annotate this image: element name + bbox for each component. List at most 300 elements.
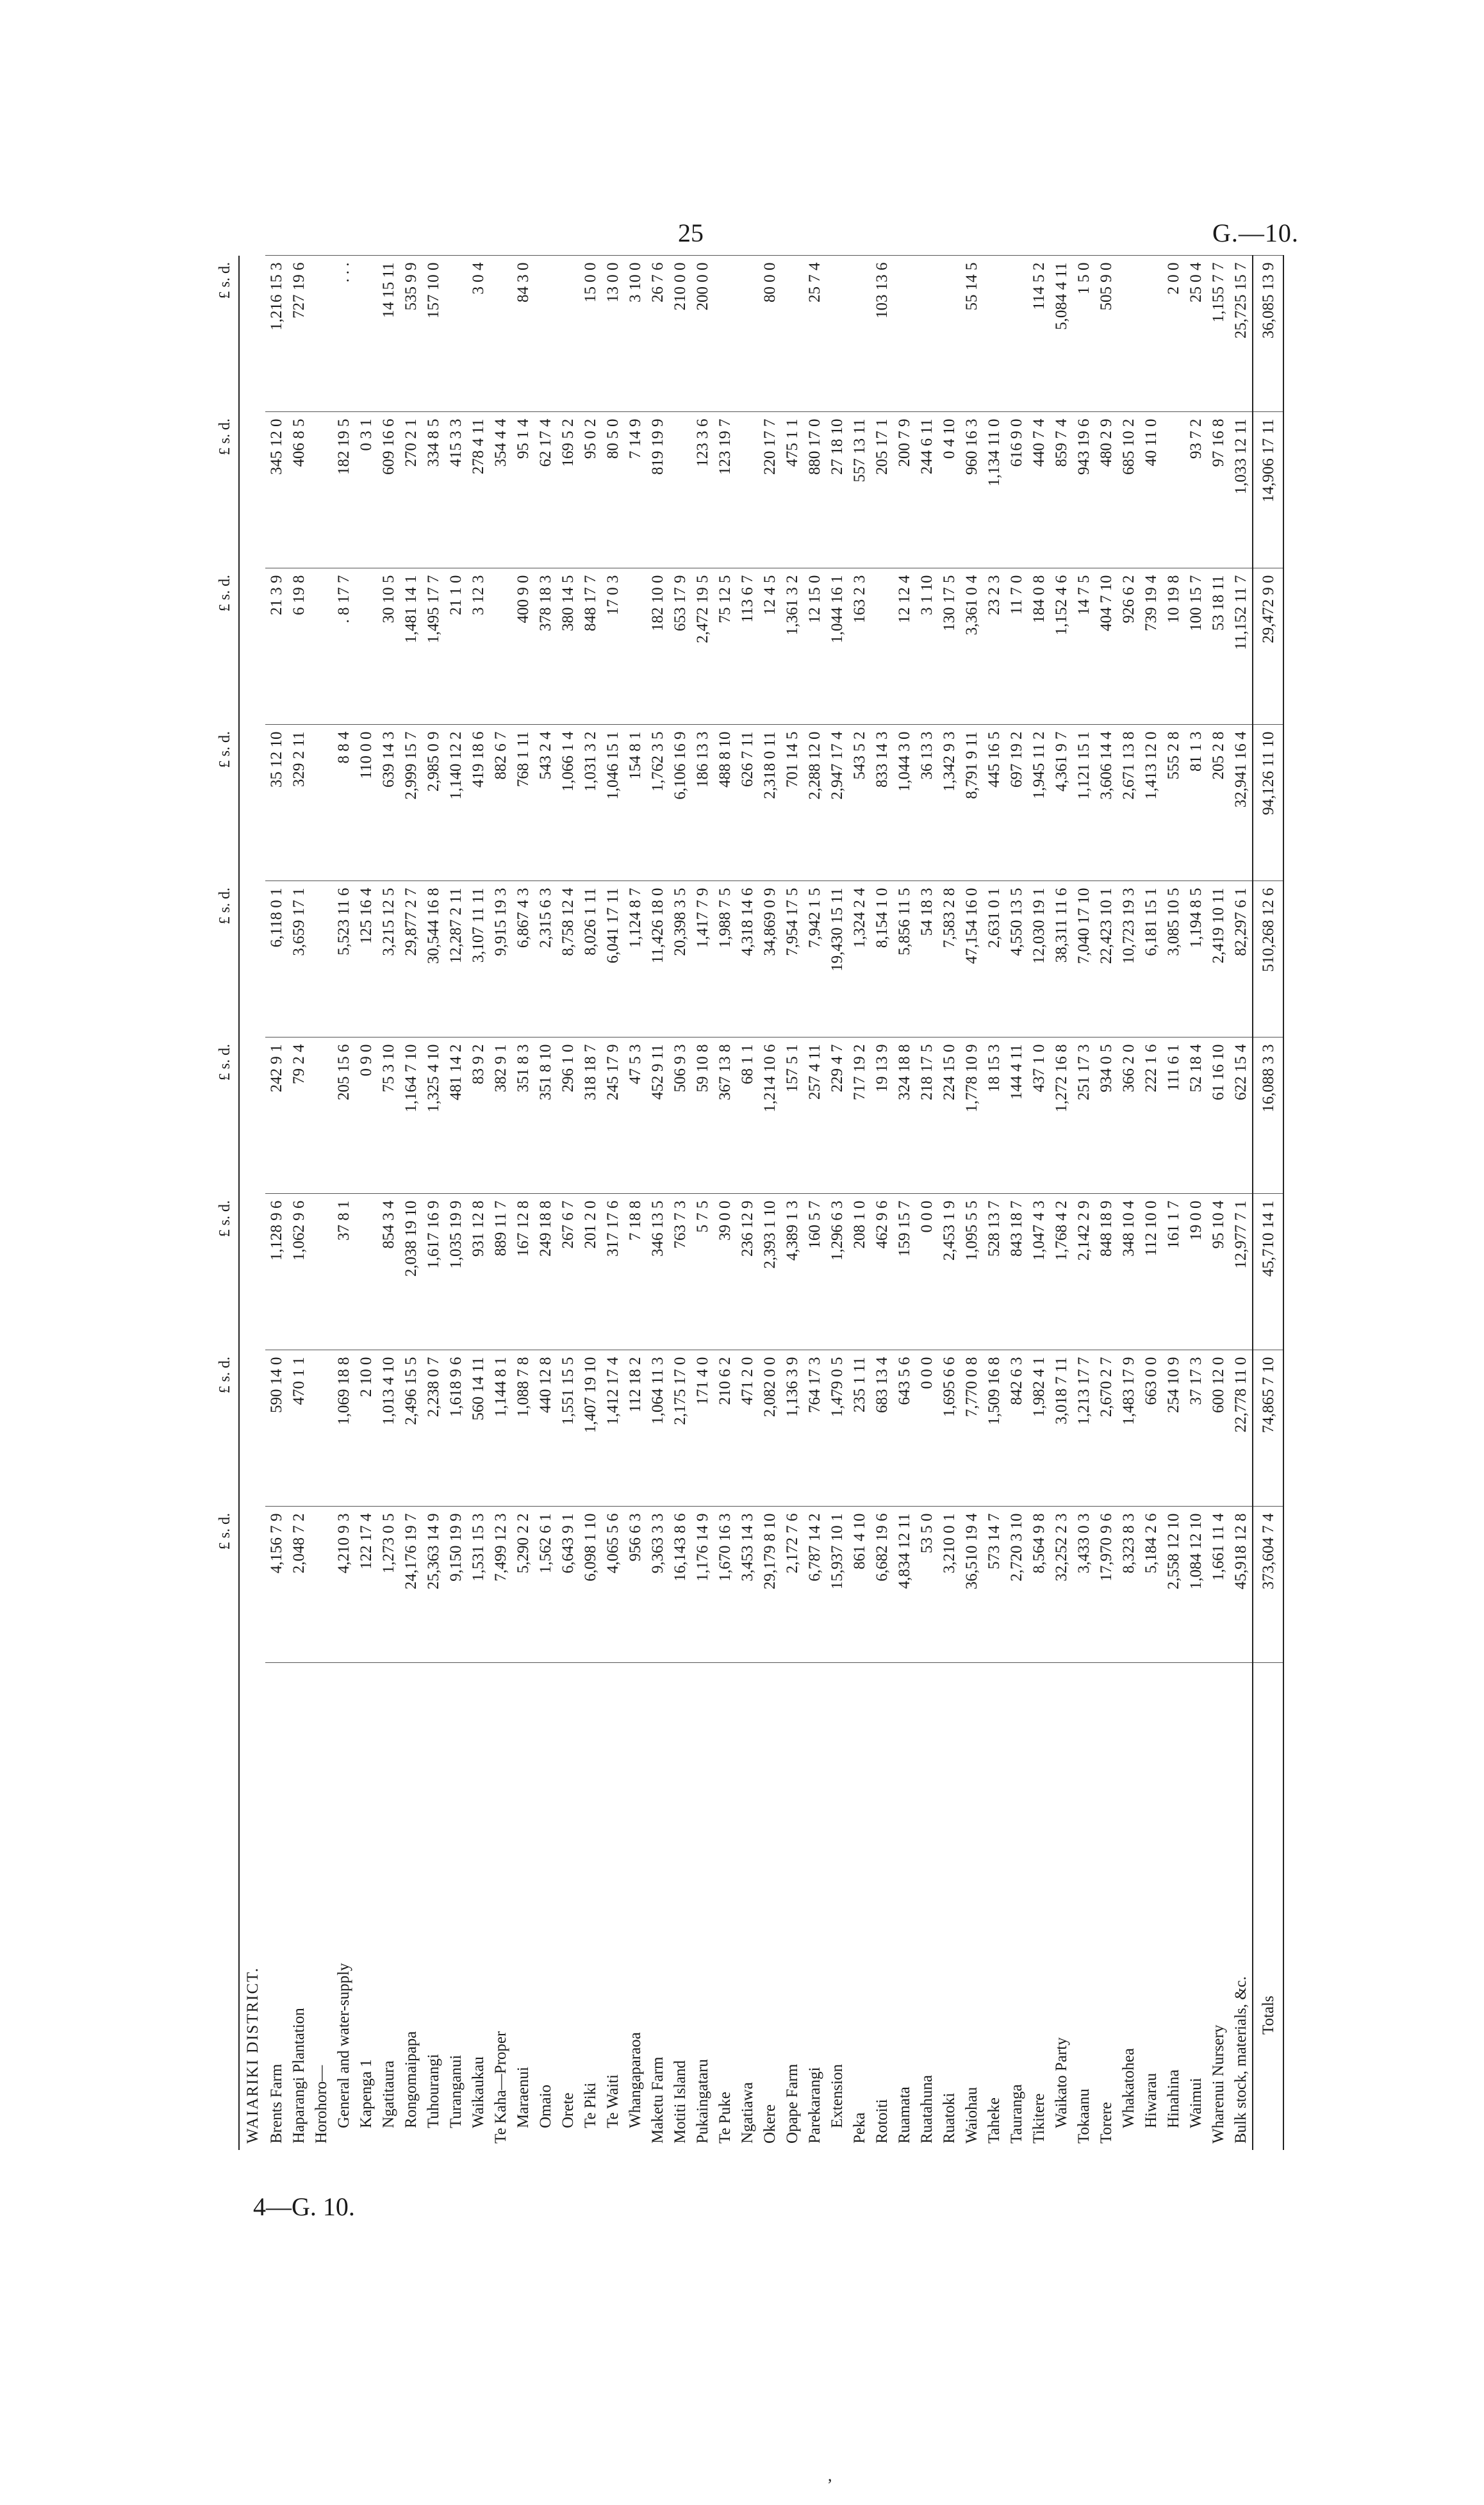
ledger-body — [239, 256, 1253, 2150]
table-row — [647, 256, 669, 2150]
amount-cell: 573 14 7 — [983, 1507, 1005, 1663]
district-heading: WAIARIKI DISTRICT. — [243, 1967, 261, 2144]
row-label: Tikitere — [1030, 2093, 1048, 2144]
amount-cell: 6 19 8 — [288, 568, 310, 725]
row-label: Rotoiti — [873, 2099, 891, 2144]
amount-cell: 53 5 0 — [916, 1507, 938, 1663]
totals-row — [1253, 256, 1283, 2150]
amount-cell: 61 16 10 — [1207, 1038, 1230, 1194]
amount-cell: 653 17 9 — [669, 568, 691, 725]
row-label: Hiwarau — [1142, 2072, 1160, 2128]
amount-cell: 157 5 1 — [781, 1038, 804, 1194]
amount-cell: 81 1 3 — [1185, 725, 1207, 881]
amount-cell: 1,128 9 6 — [265, 1194, 288, 1350]
amount-cell: 12,977 7 1 — [1230, 1194, 1253, 1350]
amount-cell: 2,671 13 8 — [1117, 725, 1140, 881]
amount-cell: 1,046 15 1 — [602, 725, 624, 881]
amount-cell: 833 14 3 — [871, 725, 893, 881]
amount-cell: 6,181 15 1 — [1140, 881, 1162, 1038]
amount-cell: 80 5 0 — [602, 412, 624, 568]
amount-cell: 1,479 0 5 — [826, 1350, 848, 1507]
row-label: Torere — [1098, 2102, 1115, 2144]
amount-cell: 4,389 1 3 — [781, 1194, 804, 1350]
amount-cell: 590 14 0 — [265, 1350, 288, 1507]
amount-cell: 23 2 3 — [983, 568, 1005, 725]
amount-cell — [534, 256, 557, 412]
amount-cell: 267 6 7 — [557, 1194, 579, 1350]
amount-cell: 528 13 7 — [983, 1194, 1005, 1350]
amount-cell: 95 10 4 — [1207, 1194, 1230, 1350]
row-label: Okere — [761, 2104, 779, 2144]
amount-cell — [669, 412, 691, 568]
amount-cell: 7,954 17 5 — [781, 881, 804, 1038]
amount-cell: 445 16 5 — [983, 725, 1005, 881]
amount-cell: 37 17 3 — [1185, 1350, 1207, 1507]
amount-cell: 1,562 6 1 — [534, 1507, 557, 1663]
amount-cell: 254 10 9 — [1162, 1350, 1185, 1507]
amount-cell: 2,985 0 9 — [422, 725, 445, 881]
page-number: 25 — [678, 219, 704, 247]
table-row — [1073, 256, 1095, 2150]
amount-cell: 609 16 6 — [377, 412, 400, 568]
amount-cell: 123 3 6 — [691, 412, 714, 568]
amount-cell: 200 0 0 — [691, 256, 714, 412]
amount-cell: 8,758 12 4 — [557, 881, 579, 1038]
amount-cell: 171 4 0 — [691, 1350, 714, 1507]
amount-cell: 764 17 3 — [804, 1350, 826, 1507]
amount-cell: 2,038 19 10 — [400, 1194, 422, 1350]
units-cell: £ s. d. — [211, 1038, 239, 1194]
amount-cell: 452 9 11 — [647, 1038, 669, 1194]
amount-cell: 351 8 10 — [534, 1038, 557, 1194]
amount-cell: 3,085 10 5 — [1162, 881, 1185, 1038]
amount-cell: 75 12 5 — [714, 568, 736, 725]
amount-cell — [310, 1507, 333, 1663]
amount-cell: 4,156 7 9 — [265, 1507, 288, 1663]
amount-cell: 21 1 0 — [445, 568, 467, 725]
amount-cell: 2,631 0 1 — [983, 881, 1005, 1038]
row-label: Brents Farm — [268, 2063, 285, 2144]
amount-cell: 717 19 2 — [848, 1038, 871, 1194]
amount-cell: 2,670 2 7 — [1095, 1350, 1117, 1507]
amount-cell: 334 8 5 — [422, 412, 445, 568]
row-label: Horohoro— — [313, 2065, 330, 2144]
amount-cell: 8,154 1 0 — [871, 881, 893, 1038]
amount-cell: 12,287 2 11 — [445, 881, 467, 1038]
table-row — [490, 256, 512, 2150]
amount-cell: 244 6 11 — [916, 412, 938, 568]
amount-cell: 2,720 3 10 — [1005, 1507, 1028, 1663]
amount-cell: 1,361 3 2 — [781, 568, 804, 725]
row-label: Wharenui Nursery — [1210, 2024, 1227, 2144]
amount-cell: 7,583 2 8 — [938, 881, 960, 1038]
amount-cell: 683 13 4 — [871, 1350, 893, 1507]
amount-cell: 62 17 4 — [534, 412, 557, 568]
amount-cell: 37 8 1 — [333, 1194, 355, 1350]
units-row — [211, 256, 239, 2150]
amount-cell: 30,544 16 8 — [422, 881, 445, 1038]
units-cell: £ s. d. — [211, 1194, 239, 1350]
amount-cell: 1,176 14 9 — [691, 1507, 714, 1663]
amount-cell: 768 1 11 — [512, 725, 534, 881]
row-label: Haparangi Plantation — [290, 2008, 308, 2144]
amount-cell: 6,867 4 3 — [512, 881, 534, 1038]
amount-cell — [310, 412, 333, 568]
amount-cell: . 8 17 7 — [333, 568, 355, 725]
row-label: Bulk stock, materials, &c. — [1232, 1976, 1249, 2144]
amount-cell: 154 8 1 — [624, 725, 647, 881]
table-row — [916, 256, 938, 2150]
amount-cell — [893, 256, 916, 412]
row-label: Tauranga — [1008, 2084, 1025, 2144]
amount-cell: 1,531 15 3 — [467, 1507, 490, 1663]
amount-cell — [557, 256, 579, 412]
amount-cell: 84 3 0 — [512, 256, 534, 412]
ledger-table-rotated — [211, 262, 1277, 2150]
amount-cell: 208 1 0 — [848, 1194, 871, 1350]
amount-cell: 11 7 0 — [1005, 568, 1028, 725]
amount-cell: 639 14 3 — [377, 725, 400, 881]
amount-cell — [1005, 256, 1028, 412]
amount-cell: 169 5 2 — [557, 412, 579, 568]
amount-cell: 111 6 1 — [1162, 1038, 1185, 1194]
amount-cell: 14 7 5 — [1073, 568, 1095, 725]
amount-cell: 367 13 8 — [714, 1038, 736, 1194]
amount-cell: 317 17 6 — [602, 1194, 624, 1350]
amount-cell: 1,768 4 2 — [1050, 1194, 1073, 1350]
amount-cell — [310, 256, 333, 412]
row-label: Pukaingataru — [694, 2059, 711, 2144]
amount-cell: 622 15 4 — [1230, 1038, 1253, 1194]
table-row — [893, 256, 916, 2150]
amount-cell: 3,433 0 3 — [1073, 1507, 1095, 1663]
amount-cell: 25,363 14 9 — [422, 1507, 445, 1663]
table-row — [333, 256, 355, 2150]
amount-cell: 26 7 6 — [647, 256, 669, 412]
district-heading-row — [239, 256, 265, 2150]
amount-cell: 663 0 0 — [1140, 1350, 1162, 1507]
row-label: Motiti Island — [672, 2060, 689, 2144]
amount-cell: 1,033 12 11 — [1230, 412, 1253, 568]
amount-cell: 157 10 0 — [422, 256, 445, 412]
amount-cell: 7 18 8 — [624, 1194, 647, 1350]
table-row — [445, 256, 467, 2150]
amount-cell: 880 17 0 — [804, 412, 826, 568]
amount-cell: 7,499 12 3 — [490, 1507, 512, 1663]
amount-cell: 80 0 0 — [759, 256, 781, 412]
amount-cell: 2,315 6 3 — [534, 881, 557, 1038]
amount-cell: 3,215 12 5 — [377, 881, 400, 1038]
amount-cell: 6,098 1 10 — [579, 1507, 602, 1663]
amount-cell: 278 4 11 — [467, 412, 490, 568]
amount-cell: 25,725 15 7 — [1230, 256, 1253, 412]
amount-cell: 842 6 3 — [1005, 1350, 1028, 1507]
amount-cell: 354 4 4 — [490, 412, 512, 568]
amount-cell: 555 2 8 — [1162, 725, 1185, 881]
amount-cell: 543 2 4 — [534, 725, 557, 881]
totals-label: Totals — [1253, 1663, 1283, 2150]
amount-cell: 1,495 17 7 — [422, 568, 445, 725]
amount-cell: 2 0 0 — [1162, 256, 1185, 412]
amount-cell: 1,044 3 0 — [893, 725, 916, 881]
amount-cell: 17,970 9 6 — [1095, 1507, 1117, 1663]
amount-cell — [781, 256, 804, 412]
amount-cell: 12 4 5 — [759, 568, 781, 725]
row-label: Maraenui — [515, 2067, 532, 2128]
amount-cell: 480 2 9 — [1095, 412, 1117, 568]
amount-cell: . . . — [333, 256, 355, 412]
amount-cell: 440 7 4 — [1028, 412, 1050, 568]
amount-cell: 1,194 8 5 — [1185, 881, 1207, 1038]
amount-cell: 535 9 9 — [400, 256, 422, 412]
table-row — [400, 256, 422, 2150]
amount-cell: 1,134 11 0 — [983, 412, 1005, 568]
amount-cell: 2,393 1 10 — [759, 1194, 781, 1350]
amount-cell: 861 4 10 — [848, 1507, 871, 1663]
amount-cell: 1,324 2 4 — [848, 881, 871, 1038]
amount-cell — [310, 1194, 333, 1350]
amount-cell: 6,041 17 11 — [602, 881, 624, 1038]
amount-cell: 848 17 7 — [579, 568, 602, 725]
amount-cell: 210 6 2 — [714, 1350, 736, 1507]
amount-cell: 0 9 0 — [355, 1038, 377, 1194]
table-row — [602, 256, 624, 2150]
amount-cell: 0 4 10 — [938, 412, 960, 568]
amount-cell: 19,430 15 11 — [826, 881, 848, 1038]
amount-cell: 2,048 7 2 — [288, 1507, 310, 1663]
amount-cell: 437 1 0 — [1028, 1038, 1050, 1194]
stray-mark: , — [828, 2466, 832, 2484]
amount-cell — [310, 725, 333, 881]
totals-cell: 29,472 9 0 — [1253, 568, 1283, 725]
amount-cell: 34,869 0 9 — [759, 881, 781, 1038]
amount-cell: 32,252 2 3 — [1050, 1507, 1073, 1663]
amount-cell: 19 0 0 — [1185, 1194, 1207, 1350]
amount-cell — [736, 256, 759, 412]
amount-cell: 475 1 1 — [781, 412, 804, 568]
amount-cell: 12 15 0 — [804, 568, 826, 725]
amount-cell: 270 2 1 — [400, 412, 422, 568]
row-label: Parekarangi — [806, 2067, 823, 2144]
amount-cell: 3,606 14 4 — [1095, 725, 1117, 881]
amount-cell: 0 3 1 — [355, 412, 377, 568]
amount-cell: 1,342 9 3 — [938, 725, 960, 881]
amount-cell: 600 12 0 — [1207, 1350, 1230, 1507]
amount-cell: 859 7 4 — [1050, 412, 1073, 568]
amount-cell: 93 7 2 — [1185, 412, 1207, 568]
row-label: Te Kaha—Proper — [492, 2031, 509, 2144]
table-row — [467, 256, 490, 2150]
amount-cell: 380 14 5 — [557, 568, 579, 725]
amount-cell: 122 17 4 — [355, 1507, 377, 1663]
amount-cell: 21 3 9 — [265, 568, 288, 725]
totals-cell: 14,906 17 11 — [1253, 412, 1283, 568]
table-row — [288, 256, 310, 2150]
amount-cell: 1 5 0 — [1073, 256, 1095, 412]
amount-cell — [445, 256, 467, 412]
amount-cell: 47,154 16 0 — [960, 881, 983, 1038]
units-cell: £ s. d. — [211, 725, 239, 881]
totals-cell: 510,268 12 6 — [1253, 881, 1283, 1038]
amount-cell: 200 7 9 — [893, 412, 916, 568]
table-row — [826, 256, 848, 2150]
row-label: Hinahina — [1165, 2069, 1182, 2128]
amount-cell: 2,419 10 11 — [1207, 881, 1230, 1038]
amount-cell: 15 0 0 — [579, 256, 602, 412]
amount-cell: 1,417 7 9 — [691, 881, 714, 1038]
table-row — [355, 256, 377, 2150]
amount-cell: 4,318 14 6 — [736, 881, 759, 1038]
amount-cell: 934 0 5 — [1095, 1038, 1117, 1194]
amount-cell: 685 10 2 — [1117, 412, 1140, 568]
amount-cell: 159 15 7 — [893, 1194, 916, 1350]
totals-cell: 94,126 11 10 — [1253, 725, 1283, 881]
amount-cell: 346 13 5 — [647, 1194, 669, 1350]
amount-cell: 1,617 16 9 — [422, 1194, 445, 1350]
totals-cell: 16,088 3 3 — [1253, 1038, 1283, 1194]
amount-cell: 224 15 0 — [938, 1038, 960, 1194]
amount-cell: 245 17 9 — [602, 1038, 624, 1194]
amount-cell: 249 18 8 — [534, 1194, 557, 1350]
table-row — [759, 256, 781, 2150]
amount-cell — [1117, 256, 1140, 412]
amount-cell: 10,723 19 3 — [1117, 881, 1140, 1038]
amount-cell: 1,407 19 10 — [579, 1350, 602, 1507]
amount-cell: 25 0 4 — [1185, 256, 1207, 412]
amount-cell: 1,084 12 10 — [1185, 1507, 1207, 1663]
amount-cell: 1,945 11 2 — [1028, 725, 1050, 881]
amount-cell — [826, 256, 848, 412]
table-row — [736, 256, 759, 2150]
amount-cell: 125 16 4 — [355, 881, 377, 1038]
row-label: Orete — [559, 2092, 577, 2128]
amount-cell: 6,106 16 9 — [669, 725, 691, 881]
table-row — [1050, 256, 1073, 2150]
amount-cell: 0 0 0 — [916, 1350, 938, 1507]
amount-cell: 1,483 17 9 — [1117, 1350, 1140, 1507]
amount-cell: 22,778 11 0 — [1230, 1350, 1253, 1507]
table-row — [691, 256, 714, 2150]
amount-cell: 1,062 9 6 — [288, 1194, 310, 1350]
amount-cell: 4,361 9 7 — [1050, 725, 1073, 881]
amount-cell: 616 9 0 — [1005, 412, 1028, 568]
amount-cell: 160 5 7 — [804, 1194, 826, 1350]
amount-cell: 1,121 15 1 — [1073, 725, 1095, 881]
amount-cell: 1,670 16 3 — [714, 1507, 736, 1663]
amount-cell: 30 10 5 — [377, 568, 400, 725]
amount-cell: 15,937 10 1 — [826, 1507, 848, 1663]
table-row — [848, 256, 871, 2150]
amount-cell — [490, 568, 512, 725]
amount-cell: 1,088 7 8 — [512, 1350, 534, 1507]
amount-cell: 10 19 8 — [1162, 568, 1185, 725]
table-row — [265, 256, 288, 2150]
amount-cell: 95 1 4 — [512, 412, 534, 568]
amount-cell: 27 18 10 — [826, 412, 848, 568]
amount-cell: 1,509 16 8 — [983, 1350, 1005, 1507]
document-code: G.—10. — [1212, 219, 1299, 247]
table-row — [534, 256, 557, 2150]
amount-cell: 83 9 2 — [467, 1038, 490, 1194]
amount-cell: 643 5 6 — [893, 1350, 916, 1507]
row-label: Turanganui — [447, 2054, 465, 2128]
amount-cell: 3,361 0 4 — [960, 568, 983, 725]
amount-cell: 52 18 4 — [1185, 1038, 1207, 1194]
amount-cell: 406 8 5 — [288, 412, 310, 568]
amount-cell: 3 10 0 — [624, 256, 647, 412]
amount-cell: 960 16 3 — [960, 412, 983, 568]
amount-cell: 1,044 16 1 — [826, 568, 848, 725]
amount-cell — [714, 256, 736, 412]
amount-cell: 351 8 3 — [512, 1038, 534, 1194]
amount-cell: 4,065 5 6 — [602, 1507, 624, 1663]
amount-cell: 39 0 0 — [714, 1194, 736, 1350]
amount-cell: 889 11 7 — [490, 1194, 512, 1350]
amount-cell: 843 18 7 — [1005, 1194, 1028, 1350]
amount-cell: 7 14 9 — [624, 412, 647, 568]
ledger-table — [211, 256, 1284, 2150]
amount-cell: 9,363 3 3 — [647, 1507, 669, 1663]
table-row — [557, 256, 579, 2150]
amount-cell: 1,618 9 6 — [445, 1350, 467, 1507]
amount-cell: 6,787 14 2 — [804, 1507, 826, 1663]
amount-cell: 415 3 3 — [445, 412, 467, 568]
amount-cell: 324 18 8 — [893, 1038, 916, 1194]
amount-cell: 2,453 1 9 — [938, 1194, 960, 1350]
amount-cell: 95 0 2 — [579, 412, 602, 568]
amount-cell: 9,150 19 9 — [445, 1507, 467, 1663]
amount-cell: 29,877 2 7 — [400, 881, 422, 1038]
amount-cell: 2 10 0 — [355, 1350, 377, 1507]
amount-cell: 3 1 10 — [916, 568, 938, 725]
units-cell: £ s. d. — [211, 881, 239, 1038]
amount-cell: 7,770 0 8 — [960, 1350, 983, 1507]
amount-cell: 182 19 5 — [333, 412, 355, 568]
amount-cell: 59 10 8 — [691, 1038, 714, 1194]
amount-cell: 882 6 7 — [490, 725, 512, 881]
amount-cell — [355, 256, 377, 412]
amount-cell: 103 13 6 — [871, 256, 893, 412]
amount-cell: 6,643 9 1 — [557, 1507, 579, 1663]
amount-cell: 3,659 17 1 — [288, 881, 310, 1038]
row-label: Kapenga 1 — [358, 2059, 375, 2128]
amount-cell: 296 1 0 — [557, 1038, 579, 1194]
table-row — [1162, 256, 1185, 2150]
amount-cell: 40 11 0 — [1140, 412, 1162, 568]
table-row — [1005, 256, 1028, 2150]
amount-cell: 112 10 0 — [1140, 1194, 1162, 1350]
amount-cell: 45,918 12 8 — [1230, 1507, 1253, 1663]
amount-cell: 112 18 2 — [624, 1350, 647, 1507]
table-row — [714, 256, 736, 2150]
table-row — [377, 256, 400, 2150]
amount-cell: 113 6 7 — [736, 568, 759, 725]
amount-cell: 505 9 0 — [1095, 256, 1117, 412]
table-row — [624, 256, 647, 2150]
table-row — [804, 256, 826, 2150]
row-label: Waimui — [1187, 2078, 1205, 2128]
amount-cell: 1,778 10 9 — [960, 1038, 983, 1194]
amount-cell: 1,031 3 2 — [579, 725, 602, 881]
amount-cell: 5,084 4 11 — [1050, 256, 1073, 412]
amount-cell: 53 18 11 — [1207, 568, 1230, 725]
amount-cell: 1,296 6 3 — [826, 1194, 848, 1350]
amount-cell: 2,472 19 5 — [691, 568, 714, 725]
amount-cell: 201 2 0 — [579, 1194, 602, 1350]
amount-cell: 1,095 5 5 — [960, 1194, 983, 1350]
amount-cell: 6,118 0 1 — [265, 881, 288, 1038]
amount-cell: 848 18 9 — [1095, 1194, 1117, 1350]
